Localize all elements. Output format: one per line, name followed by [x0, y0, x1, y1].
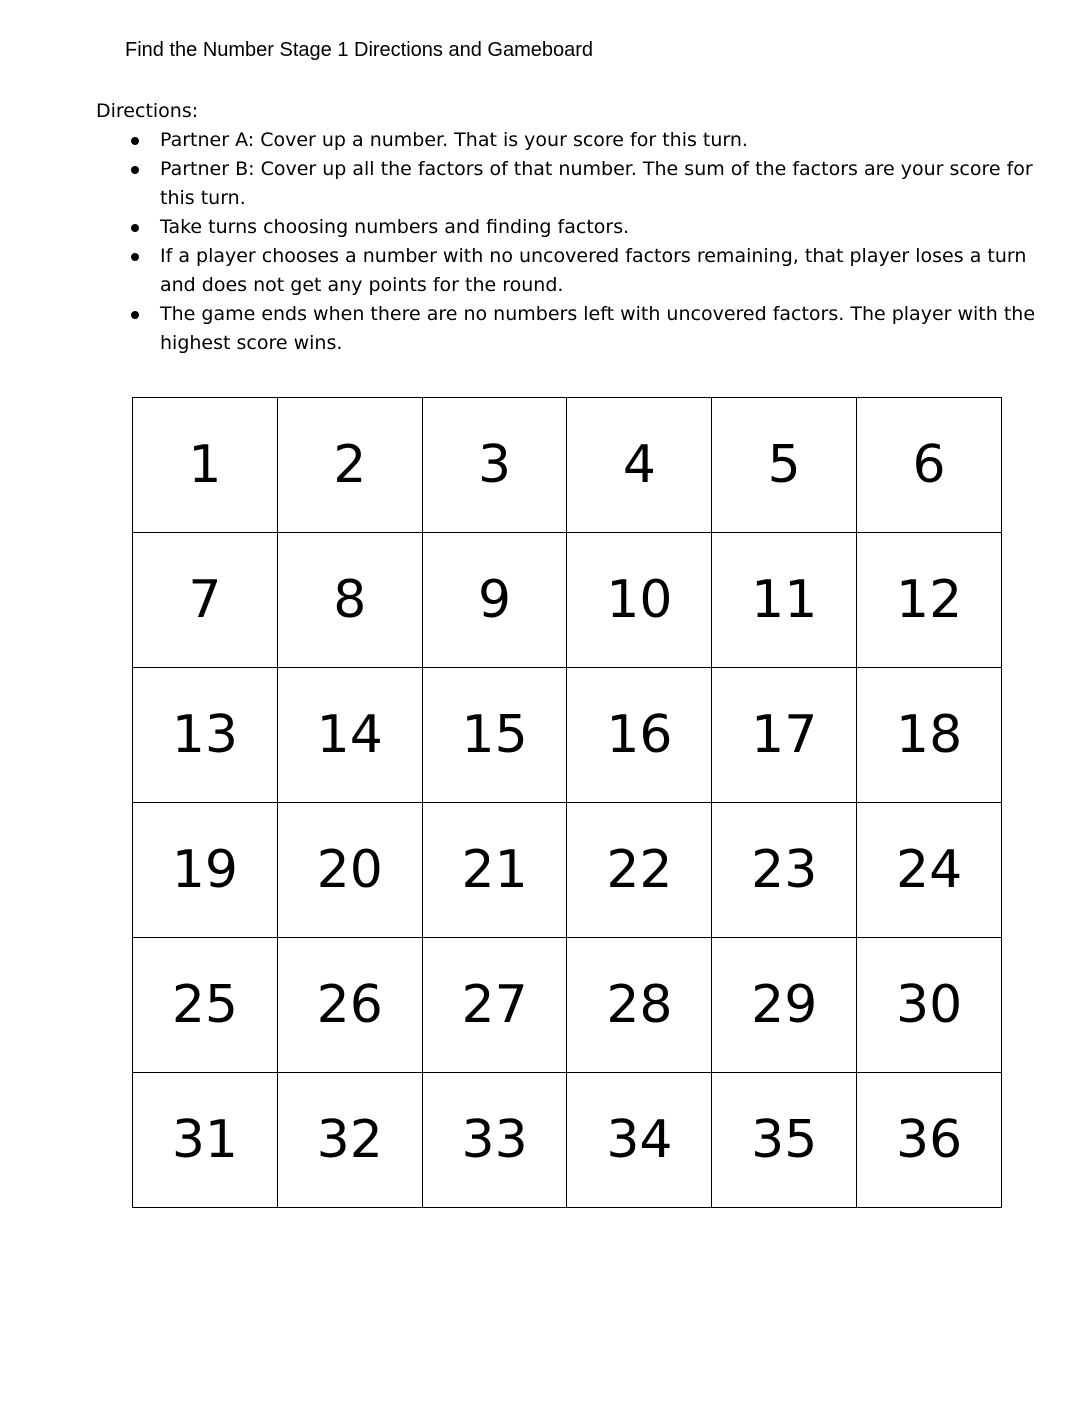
gameboard-cell[interactable]: 34 [567, 1073, 712, 1208]
directions-section [96, 97, 1046, 358]
direction-text: Partner A: Cover up a number. That is your score for this turn. [160, 129, 748, 151]
gameboard-cell[interactable]: 4 [567, 398, 712, 533]
direction-item [96, 126, 1046, 155]
direction-text: If a player chooses a number with no uncovered factors remaining, that player loses a turn and does not get any points for the round. [160, 245, 1027, 296]
gameboard-grid [132, 397, 1002, 1208]
gameboard-row [133, 1073, 1002, 1208]
bullet-icon [131, 137, 139, 145]
gameboard-cell[interactable]: 36 [857, 1073, 1002, 1208]
gameboard-cell[interactable]: 7 [133, 533, 278, 668]
direction-text: Partner B: Cover up all the factors of that number. The sum of the factors are your score for this turn. [160, 158, 1033, 209]
gameboard-cell[interactable]: 35 [712, 1073, 857, 1208]
gameboard-cell[interactable]: 26 [277, 938, 422, 1073]
gameboard-cell[interactable]: 29 [712, 938, 857, 1073]
gameboard-cell[interactable]: 8 [277, 533, 422, 668]
gameboard-cell[interactable]: 6 [857, 398, 1002, 533]
gameboard-cell[interactable]: 24 [857, 803, 1002, 938]
gameboard-row [133, 668, 1002, 803]
gameboard-cell[interactable]: 18 [857, 668, 1002, 803]
gameboard-row [133, 533, 1002, 668]
gameboard-row [133, 938, 1002, 1073]
direction-text: Take turns choosing numbers and finding factors. [160, 216, 630, 238]
gameboard-cell[interactable]: 5 [712, 398, 857, 533]
gameboard-cell[interactable]: 3 [422, 398, 567, 533]
direction-item [96, 213, 1046, 242]
gameboard-cell[interactable]: 30 [857, 938, 1002, 1073]
gameboard-row [133, 398, 1002, 533]
gameboard-cell[interactable]: 2 [277, 398, 422, 533]
gameboard-cell[interactable]: 20 [277, 803, 422, 938]
gameboard-cell[interactable]: 21 [422, 803, 567, 938]
gameboard-cell[interactable]: 32 [277, 1073, 422, 1208]
direction-text: The game ends when there are no numbers left with uncovered factors. The player with the highest score wins. [160, 303, 1036, 354]
gameboard-cell[interactable]: 11 [712, 533, 857, 668]
gameboard-cell[interactable]: 13 [133, 668, 278, 803]
gameboard-cell[interactable]: 10 [567, 533, 712, 668]
bullet-icon [131, 224, 139, 232]
gameboard-cell[interactable]: 1 [133, 398, 278, 533]
gameboard-cell[interactable]: 23 [712, 803, 857, 938]
page-title: Find the Number Stage 1 Directions and Gameboard [125, 39, 594, 61]
gameboard-cell[interactable]: 25 [133, 938, 278, 1073]
bullet-icon [131, 253, 139, 261]
gameboard-cell[interactable]: 9 [422, 533, 567, 668]
direction-item [96, 300, 1046, 358]
gameboard-cell[interactable]: 14 [277, 668, 422, 803]
directions-list [96, 126, 1046, 358]
gameboard-cell[interactable]: 33 [422, 1073, 567, 1208]
gameboard-cell[interactable]: 31 [133, 1073, 278, 1208]
gameboard-cell[interactable]: 22 [567, 803, 712, 938]
gameboard-cell[interactable]: 28 [567, 938, 712, 1073]
direction-item [96, 242, 1046, 300]
bullet-icon [131, 166, 139, 174]
direction-item [96, 155, 1046, 213]
gameboard-row [133, 803, 1002, 938]
gameboard-cell[interactable]: 19 [133, 803, 278, 938]
gameboard-cell[interactable]: 15 [422, 668, 567, 803]
gameboard-cell[interactable]: 16 [567, 668, 712, 803]
gameboard-cell[interactable]: 12 [857, 533, 1002, 668]
gameboard-cell[interactable]: 27 [422, 938, 567, 1073]
directions-heading: Directions: [96, 100, 199, 122]
gameboard-cell[interactable]: 17 [712, 668, 857, 803]
bullet-icon [131, 311, 139, 319]
